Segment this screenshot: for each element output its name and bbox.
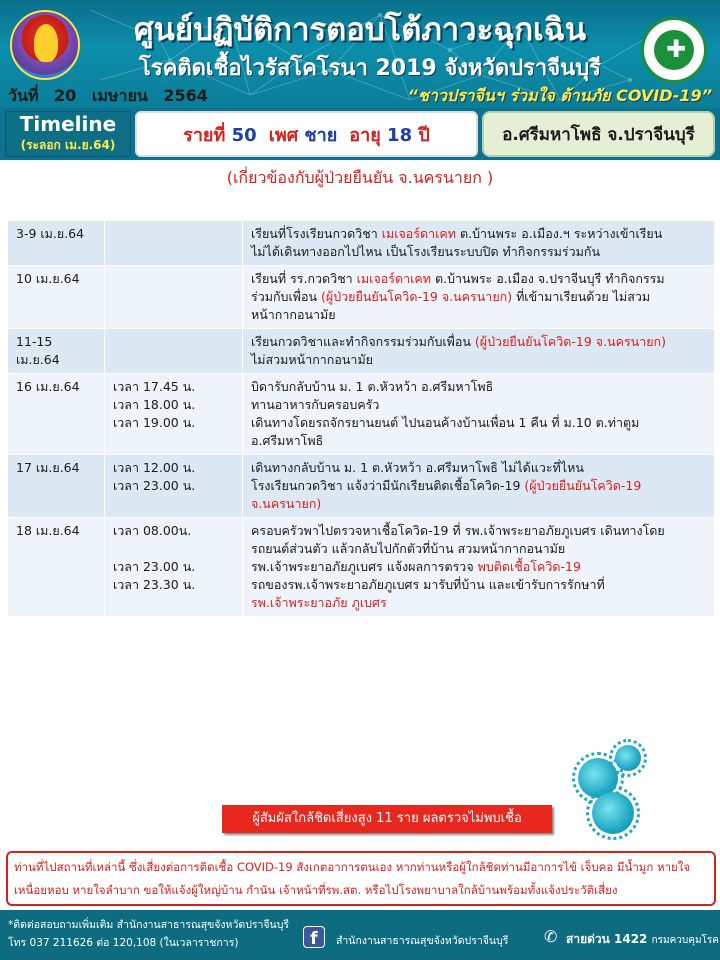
- description-text: หน้ากากอนามัย: [251, 307, 336, 322]
- phone-icon: ✆: [544, 927, 558, 946]
- caduceus-icon: ✚: [666, 35, 687, 63]
- description-text: ทานอาหารกับครอบครัว: [251, 397, 380, 412]
- timeline-times: [105, 518, 243, 617]
- close-contacts-note: ผู้สัมผัสใกล้ชิดเสี่ยงสูง 11 ราย ผลตรวจไม่พบเชื้อ: [222, 805, 552, 833]
- facebook-page-name[interactable]: สำนักงานสาธารณสุขจังหวัดปราจีนบุรี: [336, 935, 509, 947]
- timeline-time: เวลา 23.00 น.: [113, 478, 196, 493]
- hotline-org: กรมควบคุมโรค: [651, 935, 719, 946]
- timeline-row: [8, 266, 715, 329]
- header-banner: [0, 0, 720, 108]
- sex-field: [269, 120, 338, 149]
- case-label-text: รายที่: [183, 124, 226, 146]
- description-line: [251, 477, 706, 495]
- sex-value: ชาย: [304, 124, 338, 146]
- case-label: [183, 120, 257, 149]
- campaign-slogan: “ชาวปราจีนฯ ร่วมใจ ต้านภัย COVID-19”: [407, 86, 712, 105]
- case-location: อ.ศรีมหาโพธิ จ.ปราจีนบุรี: [482, 111, 715, 157]
- highlight-text: พบติดเชื้อโควิด-19: [477, 559, 581, 574]
- description-line: [251, 459, 706, 477]
- timeline-row: [8, 455, 715, 518]
- disease-province-title: โรคติดเชื้อไวรัสโคโรนา 2019 จังหวัดปราจีนบุรี: [139, 56, 601, 81]
- timeline-description: [243, 374, 715, 455]
- hotline: [566, 930, 719, 949]
- description-line: [251, 495, 706, 513]
- description-line: [251, 243, 706, 261]
- wave-label: (ระลอก เม.ย.64): [20, 138, 116, 152]
- timeline-description: [243, 329, 715, 374]
- description-line: [251, 351, 706, 369]
- description-line: [251, 333, 706, 351]
- highlight-text: รพ.เจ้าพระยาอภัย ภูเบศร: [251, 595, 387, 610]
- footer-contact: [8, 916, 289, 952]
- description-line: [251, 432, 706, 450]
- timeline-row: [8, 221, 715, 266]
- timeline-date: 16 เม.ย.64: [8, 374, 105, 455]
- facebook-icon[interactable]: f: [303, 926, 325, 948]
- timeline-time: เวลา 08.00น.: [113, 523, 192, 538]
- description-text: เรียนที่ รร.กวดวิชา: [251, 271, 357, 286]
- timeline-time: เวลา 23.00 น.: [113, 559, 196, 574]
- timeline-times: [105, 455, 243, 518]
- description-text: ที่เข้ามาเรียนด้วย ไม่สวม: [512, 289, 651, 304]
- timeline-time: เวลา 17.45 น.: [113, 379, 196, 394]
- description-text: เดินทางโดยรถจักรยานยนต์ ไปนอนค้างบ้านเพื่อน 1 คืน ที่ ม.10 ต.ท่าตูม: [251, 415, 640, 430]
- sex-label: เพศ: [268, 124, 299, 146]
- related-case-note: (เกี่ยวข้องกับผู้ป่วยยืนยัน จ.นครนายก ): [226, 168, 494, 187]
- timeline-description: [243, 518, 715, 617]
- virus-icon: [592, 792, 634, 834]
- description-text: ครอบครัวพาไปตรวจหาเชื้อโควิด-19 ที่ รพ.เจ้าพระยาอภัยภูเบศร เดินทางโดย: [251, 523, 665, 538]
- description-line: [251, 288, 706, 306]
- age-value: 18: [387, 124, 413, 146]
- age-label: อายุ: [349, 124, 381, 146]
- date-month: เมษายน: [91, 86, 148, 105]
- timeline-description: [243, 455, 715, 518]
- timeline-times: [105, 329, 243, 374]
- center-title: ศูนย์ปฏิบัติการตอบโต้ภาวะฉุกเฉิน: [133, 12, 587, 48]
- description-line: [251, 225, 706, 243]
- timeline-badge: [5, 111, 131, 157]
- description-text: ไม่สวมหน้ากากอนามัย: [251, 352, 374, 367]
- timeline-time: [113, 540, 234, 558]
- highlight-text: (ผู้ป่วยยืนยันโควิด-19: [524, 478, 642, 493]
- description-line: [251, 270, 706, 288]
- description-line: [251, 558, 706, 576]
- highlight-text: (ผู้ป่วยยืนยันโควิด-19 จ.นครนายก): [321, 289, 513, 304]
- description-line: [251, 396, 706, 414]
- description-line: [251, 378, 706, 396]
- description-line: [251, 540, 706, 558]
- report-date: [8, 84, 218, 108]
- description-text: บิดารับกลับบ้าน ม. 1 ต.หัวหว้า อ.ศรีมหาโพธิ: [251, 379, 494, 394]
- timeline-label: Timeline: [19, 112, 117, 136]
- timeline-date: 18 เม.ย.64: [8, 518, 105, 617]
- footer-bar: [0, 910, 720, 960]
- description-text: ต.บ้านพระ อ.เมือง.ฯ ระหว่างเข้าเรียน: [456, 226, 663, 241]
- age-unit: ปี: [418, 124, 430, 146]
- timeline-row: [8, 374, 715, 455]
- date-prefix: วันที่: [8, 86, 39, 105]
- description-line: [251, 414, 706, 432]
- timeline-date: 3-9 เม.ย.64: [8, 221, 105, 266]
- timeline-table: [7, 220, 715, 617]
- description-text: รถยนต์ส่วนตัว แล้วกลับไปกักตัวที่บ้าน สวมหน้ากากอนามัย: [251, 541, 566, 556]
- risk-warning: ท่านที่ไปสถานที่เหล่านี้ ซึ่งเสี่ยงต่อการติดเชื้อ COVID-19 สังเกตอาการตนเอง หากท่านหรือผู้ใกล้ชิดท่านมีอาการไข้ เจ็บคอ มีน้ำมูก หายใจเหนื่อยหอบ หายใจลำบาก ขอให้แจ้งผู้ใหญ่บ้าน กำนัน เจ้าหน้าที่รพ.สต. หรือไปโรงพยาบาลใกล้บ้านพร้อมทั้งแจ้งประวัติเสี่ยง: [6, 851, 716, 906]
- timeline-time: เวลา 23.30 น.: [113, 577, 196, 592]
- virus-icon: [615, 745, 641, 771]
- timeline-description: [243, 266, 715, 329]
- description-text: ไม่ได้เดินทางออกไปไหน เป็นโรงเรียนระบบปิด ทำกิจกรรมร่วมกัน: [251, 244, 601, 259]
- timeline-date: 11-15 เม.ย.64: [8, 329, 105, 374]
- highlight-text: จ.นครนายก): [251, 496, 322, 511]
- description-text: รถของรพ.เจ้าพระยาอภัยภูเบศร มารับที่บ้าน และเข้ารับการรักษาที่: [251, 577, 605, 592]
- highlight-text: (ผู้ป่วยยืนยันโควิด-19 จ.นครนายก): [474, 334, 666, 349]
- description-text: เดินทางกลับบ้าน ม. 1 ต.หัวหว้า อ.ศรีมหาโพธิ ไม่ได้แวะที่ไหน: [251, 460, 584, 475]
- hotline-number: สายด่วน 1422: [566, 932, 648, 946]
- timeline-times: [105, 374, 243, 455]
- description-line: [251, 306, 706, 324]
- timeline-times: [105, 221, 243, 266]
- description-text: อ.ศรีมหาโพธิ: [251, 433, 324, 448]
- age-field: [349, 120, 430, 149]
- timeline-row: [8, 518, 715, 617]
- contact-line-1: *ติดต่อสอบถามเพิ่มเติม สำนักงานสาธารณสุขจังหวัดปราจีนบุรี: [8, 919, 290, 931]
- description-text: เรียนที่โรงเรียนกวดวิชา: [251, 226, 382, 241]
- timeline-row: [8, 329, 715, 374]
- date-year: 2564: [163, 86, 208, 105]
- highlight-text: เมเจอร์ดาเคท: [381, 226, 457, 241]
- description-text: รพ.เจ้าพระยาอภัยภูเบศร แจ้งผลการตรวจ: [251, 559, 478, 574]
- case-info-box: [135, 111, 478, 157]
- description-line: [251, 576, 706, 594]
- timeline-body: [8, 221, 715, 617]
- description-text: โรงเรียนกวดวิชา แจ้งว่ามีนักเรียนติดเชื้อโควิด-19: [251, 478, 525, 493]
- description-text: ร่วมกับเพื่อน: [251, 289, 322, 304]
- description-text: ต.บ้านพระ อ.เมือง จ.ปราจีนบุรี ทำกิจกรรม: [431, 271, 665, 286]
- timeline-times: [105, 266, 243, 329]
- contact-line-2: โทร 037 211626 ต่อ 120,108 (ในเวลาราชการ): [8, 937, 239, 949]
- timeline-time: เวลา 19.00 น.: [113, 415, 196, 430]
- timeline-date: 17 เม.ย.64: [8, 455, 105, 518]
- timeline-description: [243, 221, 715, 266]
- timeline-time: เวลา 12.00 น.: [113, 460, 196, 475]
- date-day: 20: [54, 86, 77, 105]
- case-number: 50: [231, 124, 257, 146]
- description-text: เรียนกวดวิชาและทำกิจกรรมร่วมกับเพื่อน: [251, 334, 475, 349]
- timeline-date: 10 เม.ย.64: [8, 266, 105, 329]
- case-summary-bar: [0, 108, 720, 160]
- description-line: [251, 522, 706, 540]
- description-line: [251, 594, 706, 612]
- timeline-time: เวลา 18.00 น.: [113, 397, 196, 412]
- highlight-text: เมเจอร์ดาเคท: [356, 271, 432, 286]
